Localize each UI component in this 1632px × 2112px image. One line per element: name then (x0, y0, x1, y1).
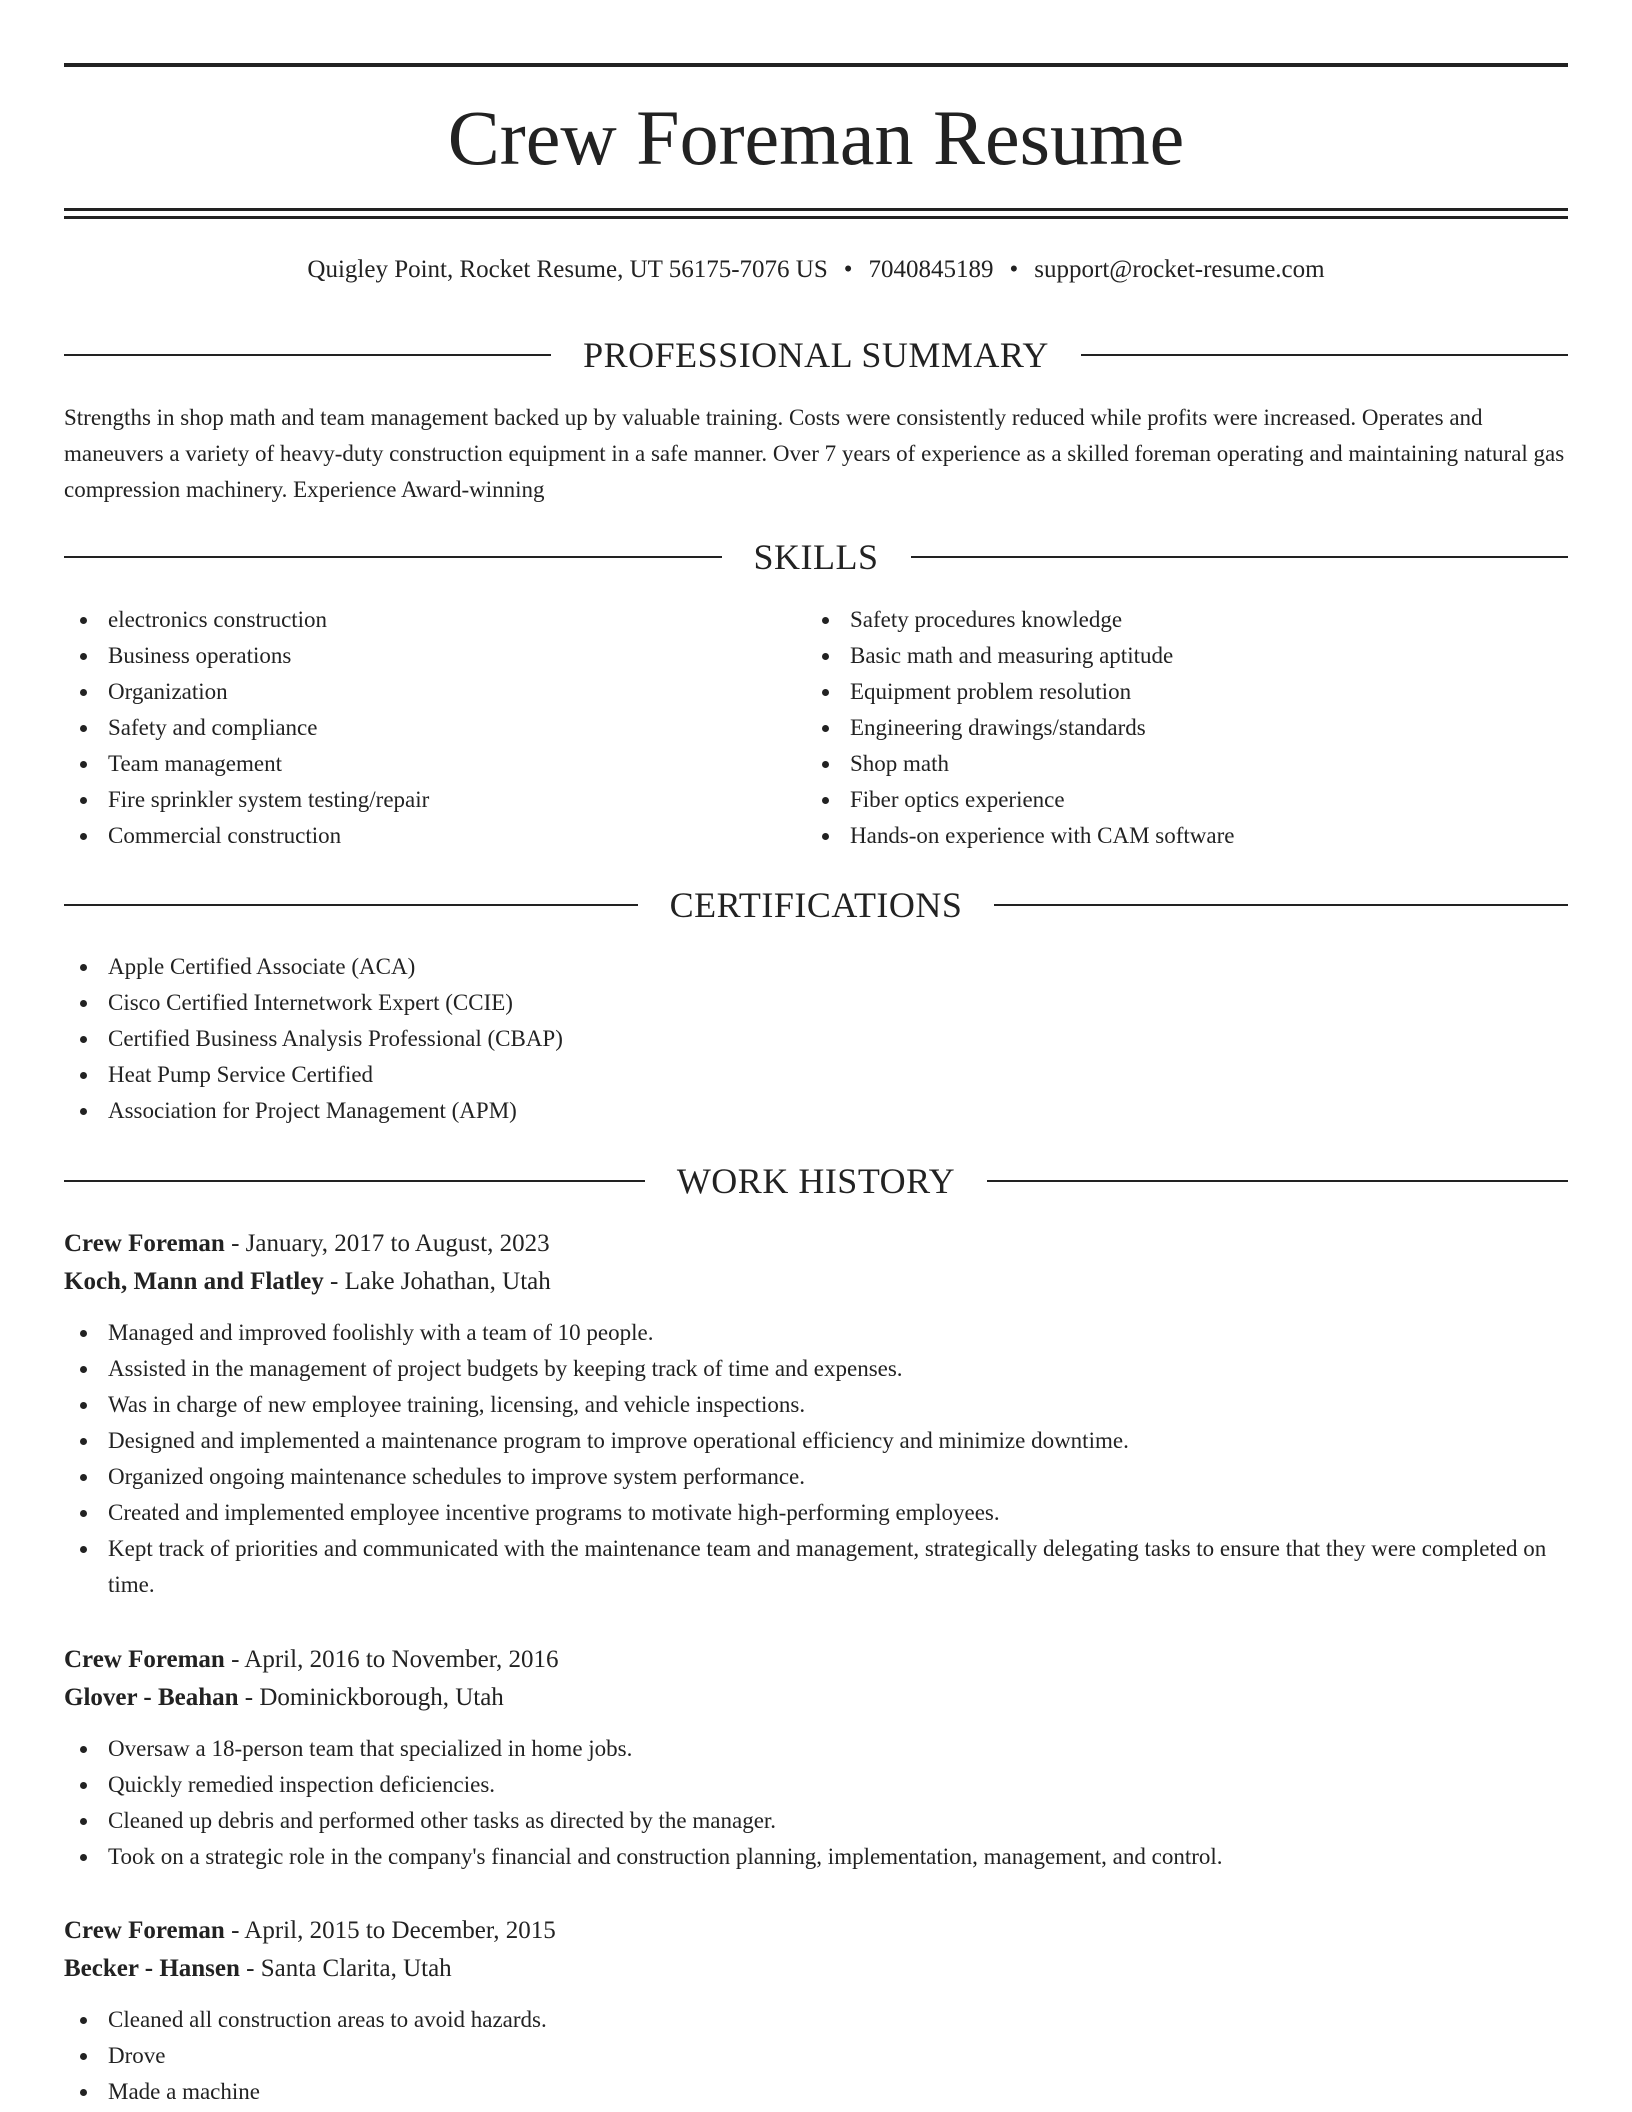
certifications-list (64, 949, 1568, 1129)
job-title: Crew Foreman (64, 1646, 225, 1673)
job-title-line: Crew Foreman - April, 2015 to December, 2015 (64, 1917, 556, 1944)
job-bullet: Quickly remedied inspection deficiencies. (64, 1767, 1568, 1803)
job-bullets (64, 1315, 1568, 1603)
certification-item: Cisco Certified Internetwork Expert (CCIE) (64, 985, 1568, 1021)
job-title: Crew Foreman (64, 1230, 225, 1257)
section-title-skills: SKILLS (753, 537, 879, 577)
certification-item: Heat Pump Service Certified (64, 1057, 1568, 1093)
job-bullet: Kept track of priorities and communicated with the maintenance team and management, strategically delegating tasks to ensure that they were completed on time. (64, 1531, 1568, 1603)
section-header-skills (64, 535, 1568, 579)
section-rule (64, 904, 638, 906)
job-company-line: Glover - Beahan - Dominickborough, Utah (64, 1684, 504, 1711)
skill-item: Safety procedures knowledge (806, 602, 1566, 638)
section-title-certifications: CERTIFICATIONS (669, 885, 963, 925)
job-bullet: Designed and implemented a maintenance program to improve operational efficiency and minimize downtime. (64, 1423, 1568, 1459)
job-bullet: Organized ongoing maintenance schedules to improve system performance. (64, 1459, 1568, 1495)
section-header-summary (64, 333, 1568, 377)
section-rule (987, 1180, 1568, 1182)
job-company: Becker - Hansen (64, 1955, 240, 1982)
skill-item: Fiber optics experience (806, 782, 1566, 818)
job-bullet: Created and implemented employee incentive programs to motivate high-performing employees. (64, 1495, 1568, 1531)
skill-item: Business operations (64, 638, 804, 674)
contact-phone: 7040845189 (868, 256, 994, 283)
contact-separator: • (1009, 256, 1019, 283)
job-entry (64, 1641, 1568, 1875)
job-entry (64, 1225, 1568, 1603)
section-rule (994, 904, 1568, 906)
skill-item: Hands-on experience with CAM software (806, 818, 1566, 854)
skill-item: Safety and compliance (64, 710, 804, 746)
title-rule-upper (64, 208, 1568, 211)
job-company: Glover - Beahan (64, 1684, 239, 1711)
job-bullets (64, 1731, 1568, 1875)
job-company: Koch, Mann and Flatley (64, 1268, 324, 1295)
job-bullet: Managed and improved foolishly with a team of 10 people. (64, 1315, 1568, 1351)
job-dates: April, 2016 to November, 2016 (244, 1646, 559, 1673)
top-rule (64, 63, 1568, 67)
job-bullet: Cleaned up debris and performed other tasks as directed by the manager. (64, 1803, 1568, 1839)
job-bullet: Assisted in the management of project budgets by keeping track of time and expenses. (64, 1351, 1568, 1387)
section-rule (911, 556, 1569, 558)
job-bullet: Took on a strategic role in the company's financial and construction planning, implementation, management, and control. (64, 1839, 1568, 1875)
section-title-work: WORK HISTORY (676, 1161, 956, 1201)
job-bullet: Drove (64, 2038, 1568, 2074)
section-rule (64, 354, 551, 356)
skill-item: Commercial construction (64, 818, 804, 854)
section-title-summary: PROFESSIONAL SUMMARY (583, 335, 1049, 375)
certification-item: Apple Certified Associate (ACA) (64, 949, 1568, 985)
skills-list-left (64, 602, 804, 854)
certification-item: Certified Business Analysis Professional (CBAP) (64, 1021, 1568, 1057)
job-dates: January, 2017 to August, 2023 (245, 1230, 550, 1257)
skill-item: Engineering drawings/standards (806, 710, 1566, 746)
job-bullet: Cleaned all construction areas to avoid hazards. (64, 2002, 1568, 2038)
summary-text: Strengths in shop math and team management backed up by valuable training. Costs were consistently reduced while profits were increased. Operates and maneuvers a variety of heavy-duty construction equipment in a safe manner. Over 7 years of experience as a skilled foreman operating and maintaining natural gas compression machinery. Experience Award-winning (64, 405, 1565, 502)
skills-list-right (806, 602, 1566, 854)
job-title-line: Crew Foreman - January, 2017 to August, 2023 (64, 1230, 550, 1257)
certification-item: Association for Project Management (APM) (64, 1093, 1568, 1129)
job-entry (64, 1912, 1568, 2110)
skill-item: Basic math and measuring aptitude (806, 638, 1566, 674)
contact-separator: • (843, 256, 853, 283)
job-bullet: Was in charge of new employee training, licensing, and vehicle inspections. (64, 1387, 1568, 1423)
skill-item: Organization (64, 674, 804, 710)
job-company-line: Becker - Hansen - Santa Clarita, Utah (64, 1955, 452, 1982)
page-title: Crew Foreman Resume (447, 94, 1185, 181)
contact-address: Quigley Point, Rocket Resume, UT 56175-7076 US (307, 256, 828, 283)
skill-item: electronics construction (64, 602, 804, 638)
job-bullet: Oversaw a 18-person team that specialized in home jobs. (64, 1731, 1568, 1767)
job-dates: April, 2015 to December, 2015 (244, 1917, 556, 1944)
job-title-line: Crew Foreman - April, 2016 to November, 2016 (64, 1646, 559, 1673)
job-location: Santa Clarita, Utah (260, 1955, 452, 1982)
section-rule (64, 1180, 645, 1182)
section-header-certifications (64, 883, 1568, 927)
contact-line (64, 252, 1568, 288)
job-title: Crew Foreman (64, 1917, 225, 1944)
title-rule-lower (64, 216, 1568, 219)
contact-email: support@rocket-resume.com (1034, 256, 1325, 283)
job-bullet: Made a machine (64, 2074, 1568, 2110)
skill-item: Shop math (806, 746, 1566, 782)
job-bullets (64, 2002, 1568, 2110)
skill-item: Equipment problem resolution (806, 674, 1566, 710)
section-rule (64, 556, 722, 558)
skill-item: Fire sprinkler system testing/repair (64, 782, 804, 818)
section-header-work (64, 1159, 1568, 1203)
job-location: Lake Johathan, Utah (344, 1268, 551, 1295)
job-location: Dominickborough, Utah (259, 1684, 504, 1711)
skill-item: Team management (64, 746, 804, 782)
section-rule (1081, 354, 1568, 356)
job-company-line: Koch, Mann and Flatley - Lake Johathan, Utah (64, 1268, 551, 1295)
